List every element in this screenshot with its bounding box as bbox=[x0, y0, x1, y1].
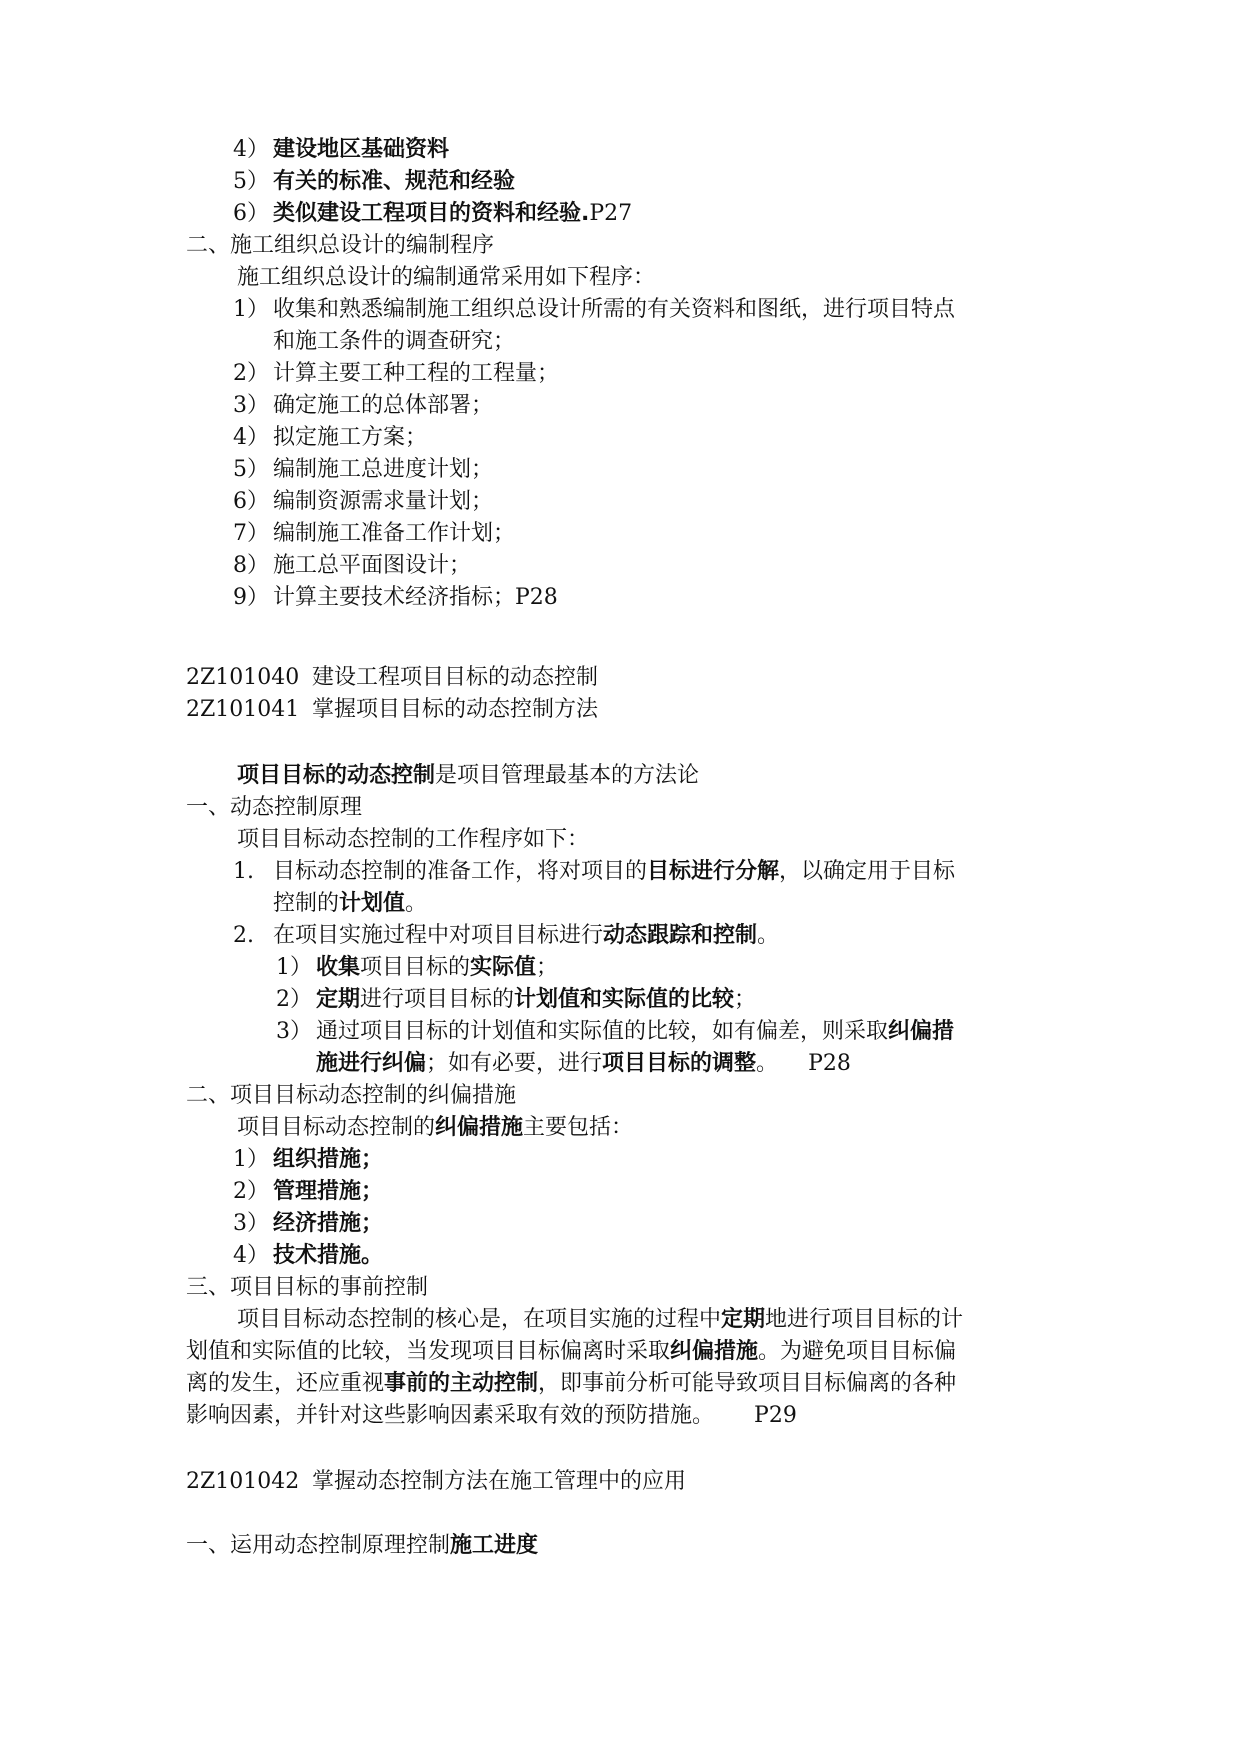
sub-list-item: 2） 定期进行项目目标的计划值和实际值的比较； bbox=[276, 987, 757, 1012]
section-code-heading: 2Z101042 掌握动态控制方法在施工管理中的应用 bbox=[186, 1469, 687, 1494]
paragraph-line: 划值和实际值的比较，当发现项目目标偏离时采取纠偏措施。为避免项目目标偏 bbox=[186, 1339, 957, 1364]
list-item: 3） 经济措施； bbox=[233, 1211, 384, 1236]
list-item: 3） 确定施工的总体部署； bbox=[233, 393, 494, 418]
sub-list-item-continuation: 施进行纠偏；如有必要，进行项目目标的调整。 P28 bbox=[316, 1051, 851, 1076]
list-item: 8） 施工总平面图设计； bbox=[233, 553, 472, 578]
list-item: 6） 编制资源需求量计划； bbox=[233, 489, 494, 514]
list-item: 4） 拟定施工方案； bbox=[233, 425, 428, 450]
lead-sentence: 项目目标的动态控制是项目管理最基本的方法论 bbox=[237, 763, 700, 788]
section-code-heading: 2Z101040 建设工程项目目标的动态控制 bbox=[186, 665, 599, 690]
sub-list-item: 1） 收集项目目标的实际值； bbox=[276, 955, 559, 980]
section-heading: 三、项目目标的事前控制 bbox=[186, 1275, 429, 1300]
section-heading: 二、项目目标动态控制的纠偏措施 bbox=[186, 1083, 517, 1108]
paragraph-line: 项目目标动态控制的核心是，在项目实施的过程中定期地进行项目目标的计 bbox=[237, 1307, 964, 1332]
paragraph-line: 影响因素，并针对这些影响因素采取有效的预防措施。 P29 bbox=[186, 1403, 797, 1428]
list-item: 1） 组织措施； bbox=[233, 1147, 384, 1172]
list-item: 1. 目标动态控制的准备工作，将对项目的目标进行分解，以确定用于目标 bbox=[233, 859, 956, 884]
paragraph: 施工组织总设计的编制通常采用如下程序： bbox=[237, 265, 656, 290]
section-heading: 一、动态控制原理 bbox=[186, 795, 363, 820]
list-item-continuation: 和施工条件的调查研究； bbox=[273, 329, 516, 354]
list-item-continuation: 控制的计划值。 bbox=[273, 891, 428, 916]
list-item: 2） 计算主要工种工程的工程量； bbox=[233, 361, 560, 386]
list-item: 1） 收集和熟悉编制施工组织总设计所需的有关资料和图纸，进行项目特点 bbox=[233, 297, 956, 322]
paragraph: 项目目标动态控制的工作程序如下： bbox=[237, 827, 590, 852]
list-item: 6） 类似建设工程项目的资料和经验.P27 bbox=[233, 201, 633, 226]
list-item: 4） 建设地区基础资料 bbox=[233, 137, 450, 162]
list-item: 5） 编制施工总进度计划； bbox=[233, 457, 494, 482]
list-item: 7） 编制施工准备工作计划； bbox=[233, 521, 516, 546]
section-heading: 二、施工组织总设计的编制程序 bbox=[186, 233, 495, 258]
list-item: 2） 管理措施； bbox=[233, 1179, 384, 1204]
list-item: 2. 在项目实施过程中对项目目标进行动态跟踪和控制。 bbox=[233, 923, 780, 948]
list-item: 4） 技术措施。 bbox=[233, 1243, 384, 1268]
section-code-heading: 2Z101041 掌握项目目标的动态控制方法 bbox=[186, 697, 599, 722]
list-item: 5） 有关的标准、规范和经验 bbox=[233, 169, 516, 194]
sub-list-item: 3） 通过项目目标的计划值和实际值的比较，如有偏差，则采取纠偏措 bbox=[276, 1019, 955, 1044]
section-heading: 一、运用动态控制原理控制施工进度 bbox=[186, 1533, 539, 1558]
paragraph: 项目目标动态控制的纠偏措施主要包括： bbox=[237, 1115, 634, 1140]
list-item: 9） 计算主要技术经济指标；P28 bbox=[233, 585, 558, 610]
paragraph-line: 离的发生，还应重视事前的主动控制，即事前分析可能导致项目目标偏离的各种 bbox=[186, 1371, 957, 1396]
